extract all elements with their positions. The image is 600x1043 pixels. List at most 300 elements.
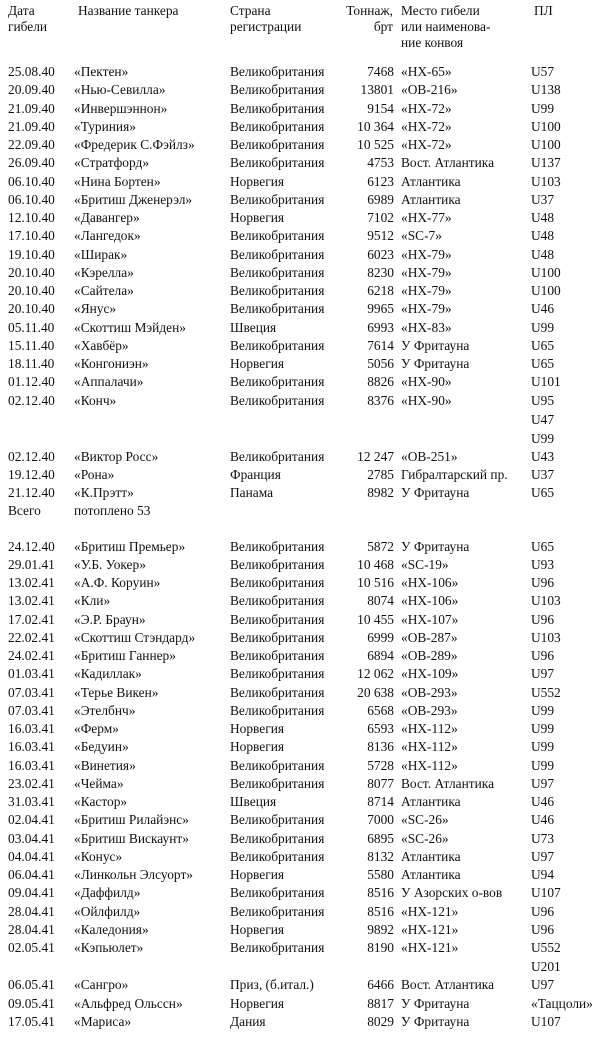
- cell-tonnage: 8190: [367, 940, 394, 955]
- cell-tanker-name: «Сангро»: [74, 977, 129, 993]
- cell-submarine: U48: [531, 228, 555, 244]
- cell-tonnage: 2785: [367, 467, 394, 482]
- cell-submarine: U37: [531, 191, 555, 207]
- cell-submarine: U107: [531, 885, 561, 901]
- cell-date: 17.05.41: [8, 1013, 55, 1029]
- cell-tonnage: 8230: [367, 264, 394, 280]
- cell-place: «ОВ-287»: [401, 629, 458, 645]
- table-row: [0, 118, 600, 136]
- header-tonnage: Тоннаж, брт: [346, 3, 393, 34]
- cell-submarine: U93: [531, 556, 555, 572]
- cell-tonnage: 6999: [367, 629, 394, 645]
- cell-country: Норвегия: [230, 210, 285, 225]
- cell-country: Великобритания: [230, 448, 325, 464]
- table-row: [0, 538, 600, 556]
- cell-country: Дания: [230, 1013, 266, 1029]
- cell-date: 20.09.40: [8, 82, 55, 98]
- cell-place: «SC-26»: [401, 830, 449, 846]
- cell-country: Норвегия: [230, 721, 285, 736]
- cell-date: 19.12.40: [8, 467, 55, 482]
- cell-tonnage: 13801: [360, 82, 394, 98]
- cell-date: 21.09.40: [8, 118, 55, 134]
- cell-date: 29.01.41: [8, 556, 55, 572]
- cell-tanker-name: «Кастор»: [74, 794, 128, 809]
- cell-country: Великобритания: [230, 374, 325, 390]
- cell-tonnage: 8826: [367, 374, 394, 390]
- cell-submarine: U100: [531, 264, 561, 280]
- cell-tanker-name: «А.Ф. Корyин»: [74, 575, 161, 590]
- cell-country: Великобритания: [230, 575, 325, 590]
- cell-date: 04.04.41: [8, 848, 55, 864]
- cell-submarine: U100: [531, 283, 561, 298]
- cell-country: Великобритания: [230, 848, 325, 864]
- cell-tonnage: 8982: [367, 485, 394, 501]
- cell-date: 07.03.41: [8, 684, 55, 700]
- table-row: [0, 136, 600, 154]
- cell-tanker-name: «Ферм»: [74, 721, 119, 736]
- cell-tanker-name: «Нина Бортен»: [74, 173, 161, 189]
- cell-date: 23.02.41: [8, 775, 55, 791]
- cell-submarine: U46: [531, 301, 555, 317]
- cell-place: «НХ-112»: [401, 721, 458, 736]
- cell-place: «НХ-77»: [401, 210, 452, 225]
- cell-place: У Азорских о-вов: [401, 885, 503, 901]
- table-row: [0, 337, 600, 355]
- table-row: [0, 611, 600, 629]
- cell-country: Великобритания: [230, 64, 325, 79]
- cell-submarine: U48: [531, 246, 555, 262]
- cell-date: 13.02.41: [8, 593, 55, 609]
- table-row: [0, 884, 600, 902]
- table-row: [0, 702, 600, 720]
- table-row: [0, 574, 600, 592]
- cell-tonnage: 5872: [367, 538, 394, 554]
- cell-country: Великобритания: [230, 118, 325, 134]
- table-row: [0, 264, 600, 282]
- cell-country: Норвегия: [230, 995, 285, 1011]
- cell-submarine: U103: [531, 173, 561, 189]
- cell-submarine: U99: [531, 100, 555, 116]
- cell-date: 28.04.41: [8, 903, 55, 919]
- cell-tanker-name: «Конч»: [74, 392, 117, 408]
- cell-submarine: U552: [531, 940, 561, 955]
- cell-submarine: U99: [531, 739, 555, 755]
- table-row: [0, 757, 600, 775]
- cell-country: Великобритания: [230, 684, 325, 700]
- cell-submarine: U97: [531, 977, 555, 993]
- cell-tanker-name: «Мариса»: [74, 1013, 132, 1029]
- cell-date: 06.04.41: [8, 867, 55, 882]
- cell-tanker-name: «Фредерик С.Фэйлз»: [74, 137, 195, 152]
- cell-submarine: U43: [531, 448, 555, 464]
- table-row: [0, 300, 600, 318]
- table-row: [0, 866, 600, 884]
- cell-place: «НХ-121»: [401, 903, 459, 919]
- cell-submarine: U103: [531, 593, 561, 609]
- cell-tanker-name: «Рона»: [74, 467, 115, 482]
- cell-submarine: U95: [531, 392, 555, 408]
- cell-place: Атлантика: [401, 867, 461, 882]
- cell-tonnage: 8714: [367, 794, 394, 809]
- cell-date: 19.10.40: [8, 246, 55, 262]
- total-row: [0, 502, 600, 520]
- total-value: потоплено 53: [74, 502, 151, 518]
- cell-tanker-name: «Сайтела»: [74, 283, 134, 298]
- table-row: [0, 319, 600, 337]
- cell-submarine: U103: [531, 629, 561, 645]
- cell-submarine: U99: [531, 319, 555, 335]
- cell-place: «НХ-83»: [401, 319, 452, 335]
- cell-country: Великобритания: [230, 155, 325, 171]
- table-row: [0, 1013, 600, 1031]
- cell-date: 12.10.40: [8, 210, 55, 225]
- cell-country: Норвегия: [230, 867, 285, 882]
- table-row: [0, 81, 600, 99]
- cell-date: 22.02.41: [8, 629, 55, 645]
- cell-tanker-name: «Этелбнч»: [74, 702, 136, 718]
- cell-tonnage: 9512: [367, 228, 394, 244]
- cell-place: «НХ-107»: [401, 611, 459, 627]
- table-row: [0, 191, 600, 209]
- cell-place: У Фритауна: [401, 538, 470, 554]
- cell-submarine: «Таццоли»: [531, 995, 593, 1011]
- cell-date: 02.04.41: [8, 812, 55, 828]
- cell-submarine: U97: [531, 666, 555, 682]
- cell-date: 16.03.41: [8, 721, 55, 736]
- cell-tanker-name: «Аппалачи»: [74, 374, 144, 390]
- cell-country: Великобритания: [230, 538, 325, 554]
- cell-country: Великобритания: [230, 629, 325, 645]
- cell-tonnage: 6218: [367, 283, 394, 298]
- cell-submarine: U96: [531, 921, 555, 937]
- cell-tanker-name: «Каледония»: [74, 921, 149, 937]
- table-row: [0, 995, 600, 1013]
- cell-submarine: U47: [531, 411, 555, 427]
- cell-date: 21.09.40: [8, 100, 55, 116]
- cell-tonnage: 8077: [367, 775, 394, 791]
- table-row: [0, 775, 600, 793]
- cell-tonnage: 6993: [367, 319, 394, 335]
- cell-place: «НХ-79»: [401, 283, 452, 298]
- cell-date: 05.11.40: [8, 319, 55, 335]
- cell-place: «ОВ-251»: [401, 448, 458, 464]
- cell-country: Великобритания: [230, 702, 325, 718]
- cell-country: Великобритания: [230, 611, 325, 627]
- cell-country: Великобритания: [230, 82, 325, 98]
- cell-place: «ОВ-289»: [401, 648, 458, 663]
- table-row: [0, 665, 600, 683]
- cell-place: «SC-19»: [401, 556, 449, 572]
- table-row: [0, 939, 600, 957]
- cell-submarine: U138: [531, 82, 561, 98]
- cell-submarine: U57: [531, 64, 555, 79]
- cell-submarine: U99: [531, 757, 555, 773]
- cell-date: 18.11.40: [8, 356, 55, 371]
- cell-tanker-name: «Инвершэннон»: [74, 100, 168, 116]
- cell-tonnage: 8817: [367, 995, 394, 1011]
- cell-date: 06.10.40: [8, 173, 55, 189]
- cell-tanker-name: «Кадиллак»: [74, 666, 142, 682]
- header-country: Страна регистрации: [230, 3, 302, 34]
- cell-tonnage: 8074: [367, 593, 394, 609]
- cell-submarine: U137: [531, 155, 561, 171]
- cell-tanker-name: «Ойлфилд»: [74, 903, 141, 919]
- cell-date: 03.04.41: [8, 830, 55, 846]
- header-tanker-name: Название танкера: [78, 3, 179, 18]
- cell-tanker-name: «Нью-Севилла»: [74, 82, 166, 98]
- table-row: [0, 921, 600, 939]
- cell-tonnage: 6895: [367, 830, 394, 846]
- cell-country: Швеция: [230, 319, 277, 335]
- cell-tanker-name: «Э.Р. Браун»: [74, 611, 146, 627]
- table-row: [0, 647, 600, 665]
- cell-submarine: U100: [531, 118, 561, 134]
- cell-tanker-name: «Янус»: [74, 301, 117, 317]
- cell-date: 17.02.41: [8, 611, 55, 627]
- cell-submarine: U96: [531, 903, 555, 919]
- cell-date: 16.03.41: [8, 739, 55, 755]
- cell-tanker-name: «Бедуин»: [74, 739, 129, 755]
- cell-place: У Фритауна: [401, 337, 470, 353]
- cell-country: Швеция: [230, 794, 277, 809]
- cell-country: Великобритания: [230, 137, 325, 152]
- cell-tonnage: 8132: [367, 848, 394, 864]
- header-submarine: ПЛ: [534, 3, 553, 18]
- cell-tonnage: 8376: [367, 392, 394, 408]
- cell-tonnage: 8136: [367, 739, 394, 755]
- cell-tonnage: 6023: [367, 246, 394, 262]
- cell-place: Гибралтарский пр.: [401, 467, 508, 482]
- cell-date: 13.02.41: [8, 575, 55, 590]
- cell-place: Вост. Атлантика: [401, 977, 495, 993]
- cell-tonnage: 10 516: [357, 575, 394, 590]
- cell-tonnage: 12 062: [357, 666, 394, 682]
- cell-country: Великобритания: [230, 228, 325, 244]
- cell-tonnage: 9892: [367, 921, 394, 937]
- cell-place: «ОВ-293»: [401, 702, 458, 718]
- cell-place: «SC-7»: [401, 228, 442, 244]
- cell-date: 28.04.41: [8, 921, 55, 937]
- cell-country: Панама: [230, 485, 274, 501]
- cell-place: «НХ-79»: [401, 264, 452, 280]
- cell-place: «НХ-106»: [401, 575, 459, 590]
- cell-submarine: U100: [531, 137, 561, 152]
- cell-submarine: U48: [531, 210, 555, 225]
- table-row: [0, 355, 600, 373]
- cell-tanker-name: «Давангер»: [74, 210, 140, 225]
- cell-place: У Фритауна: [401, 1013, 470, 1029]
- cell-date: 15.11.40: [8, 337, 55, 353]
- cell-submarine: U107: [531, 1013, 561, 1029]
- cell-submarine: U65: [531, 356, 555, 371]
- cell-date: 01.03.41: [8, 666, 55, 682]
- table-row: [0, 793, 600, 811]
- cell-tanker-name: «Пектен»: [74, 64, 129, 79]
- cell-country: Приз, (б.итал.): [230, 977, 314, 993]
- cell-submarine: U99: [531, 430, 555, 446]
- cell-country: Великобритания: [230, 885, 325, 901]
- cell-tanker-name: «Кэрелла»: [74, 264, 134, 280]
- cell-country: Великобритания: [230, 648, 325, 663]
- cell-tonnage: 6123: [367, 173, 394, 189]
- cell-tanker-name: «Кэпьюлет»: [74, 940, 144, 955]
- cell-place: У Фритауна: [401, 356, 470, 371]
- table-row: [0, 373, 600, 391]
- header-date: Дата гибели: [8, 3, 48, 34]
- cell-tanker-name: «Ширак»: [74, 246, 128, 262]
- table-row: [0, 282, 600, 300]
- cell-date: 22.09.40: [8, 137, 55, 152]
- cell-date: 20.10.40: [8, 301, 55, 317]
- cell-place: «НХ-79»: [401, 301, 452, 317]
- total-label: Всего: [8, 502, 41, 518]
- cell-date: 16.03.41: [8, 757, 55, 773]
- cell-country: Великобритания: [230, 812, 325, 828]
- cell-country: Великобритания: [230, 191, 325, 207]
- cell-tonnage: 7102: [367, 210, 394, 225]
- cell-submarine: U46: [531, 812, 555, 828]
- cell-tonnage: 8516: [367, 885, 394, 901]
- cell-place: Атлантика: [401, 794, 461, 809]
- cell-country: Великобритания: [230, 246, 325, 262]
- cell-place: У Фритауна: [401, 995, 470, 1011]
- cell-tanker-name: «Чейма»: [74, 775, 124, 791]
- cell-country: Норвегия: [230, 921, 285, 937]
- table-row: [0, 173, 600, 191]
- cell-date: 20.10.40: [8, 264, 55, 280]
- cell-tanker-name: «Лангедок»: [74, 228, 141, 244]
- cell-submarine: U37: [531, 467, 555, 482]
- cell-tanker-name: «Хавбёр»: [74, 337, 129, 353]
- cell-submarine: U99: [531, 702, 555, 718]
- table-row: [0, 592, 600, 610]
- cell-date: 20.10.40: [8, 283, 55, 298]
- cell-country: Норвегия: [230, 173, 285, 189]
- cell-date: 01.12.40: [8, 374, 55, 390]
- cell-place: «НХ-72»: [401, 100, 452, 116]
- table-row: [0, 811, 600, 829]
- table-row: [0, 684, 600, 702]
- cell-place: «НХ-90»: [401, 392, 452, 408]
- cell-tanker-name: «Виктор Росс»: [74, 448, 159, 464]
- cell-date: 02.12.40: [8, 448, 55, 464]
- cell-tonnage: 6989: [367, 191, 394, 207]
- cell-tonnage: 9965: [367, 301, 394, 317]
- cell-tonnage: 7614: [367, 337, 394, 353]
- cell-tanker-name: «Конус»: [74, 848, 123, 864]
- table-row: [0, 448, 600, 466]
- cell-country: Великобритания: [230, 283, 325, 298]
- cell-tanker-name: «У.Б. Уокер»: [74, 556, 146, 572]
- cell-date: 17.10.40: [8, 228, 55, 244]
- cell-place: Атлантика: [401, 191, 461, 207]
- table-row: [0, 100, 600, 118]
- cell-date: 26.09.40: [8, 155, 55, 171]
- cell-country: Великобритания: [230, 903, 325, 919]
- table-row: [0, 976, 600, 994]
- cell-submarine: U97: [531, 775, 555, 791]
- cell-tonnage: 7000: [367, 812, 394, 828]
- cell-place: «НХ-112»: [401, 757, 458, 773]
- cell-submarine: U73: [531, 830, 555, 846]
- cell-country: Норвегия: [230, 356, 285, 371]
- cell-tanker-name: «Бритиш Рилайэнс»: [74, 812, 189, 828]
- table-row: [0, 629, 600, 647]
- cell-country: Великобритания: [230, 830, 325, 846]
- cell-submarine: U99: [531, 721, 555, 736]
- cell-place: «НХ-79»: [401, 246, 452, 262]
- cell-submarine: U94: [531, 867, 555, 882]
- table-row: [0, 392, 600, 410]
- cell-submarine: U46: [531, 794, 555, 809]
- cell-country: Великобритания: [230, 593, 325, 609]
- cell-date: 25.08.40: [8, 64, 55, 79]
- cell-date: 21.12.40: [8, 485, 55, 501]
- cell-date: 02.05.41: [8, 940, 55, 955]
- cell-tanker-name: «Линкольн Элсуорт»: [74, 867, 193, 882]
- cell-tanker-name: «Альфред Ольссн»: [74, 995, 183, 1011]
- cell-country: Франция: [230, 467, 281, 482]
- table-row: [0, 903, 600, 921]
- table-row: [0, 830, 600, 848]
- cell-country: Великобритания: [230, 264, 325, 280]
- cell-submarine: U96: [531, 648, 555, 663]
- cell-tanker-name: «Скоттиш Мэйден»: [74, 319, 186, 335]
- cell-tanker-name: «Терье Викен»: [74, 684, 159, 700]
- cell-place: «НХ-90»: [401, 374, 452, 390]
- table-row: [0, 63, 600, 81]
- table-row: [0, 154, 600, 172]
- cell-tanker-name: «Бритиш Премьер»: [74, 538, 186, 554]
- cell-tonnage: 5728: [367, 757, 394, 773]
- cell-place: «НХ-112»: [401, 739, 458, 755]
- cell-date: 02.12.40: [8, 392, 55, 408]
- table-row: [0, 466, 600, 484]
- cell-country: Великобритания: [230, 556, 325, 572]
- cell-tonnage: 5056: [367, 356, 394, 371]
- cell-date: 07.03.41: [8, 702, 55, 718]
- cell-date: 06.05.41: [8, 977, 55, 993]
- cell-tanker-name: «Бритиш Вискаунт»: [74, 830, 189, 846]
- cell-submarine: U201: [531, 959, 561, 974]
- cell-tonnage: 6466: [367, 977, 394, 993]
- cell-submarine: U97: [531, 848, 555, 864]
- cell-place: «НХ-72»: [401, 137, 452, 152]
- cell-country: Великобритания: [230, 100, 325, 116]
- cell-tonnage: 5580: [367, 867, 394, 882]
- cell-place: «НХ-121»: [401, 940, 459, 955]
- cell-tanker-name: «Даффилд»: [74, 885, 141, 901]
- cell-country: Великобритания: [230, 337, 325, 353]
- cell-submarine: U552: [531, 684, 561, 700]
- cell-tanker-name: «Скоттиш Стэндард»: [74, 629, 196, 645]
- cell-tanker-name: «Конгониэн»: [74, 356, 149, 371]
- table-row: [0, 720, 600, 738]
- cell-tonnage: 20 638: [357, 684, 394, 700]
- cell-tonnage: 9154: [367, 100, 394, 116]
- cell-tonnage: 10 468: [357, 556, 394, 572]
- cell-submarine: U65: [531, 485, 555, 501]
- cell-tanker-name: «Стратфорд»: [74, 155, 150, 171]
- cell-tanker-name: «Бритиш Дженерэл»: [74, 191, 193, 207]
- cell-place: «ОВ-293»: [401, 684, 458, 700]
- cell-submarine: U65: [531, 337, 555, 353]
- cell-country: Великобритания: [230, 301, 325, 317]
- cell-tonnage: 6568: [367, 702, 394, 718]
- table-row: [0, 209, 600, 227]
- cell-date: 24.12.40: [8, 538, 55, 554]
- cell-tanker-name: «Винетия»: [74, 757, 136, 773]
